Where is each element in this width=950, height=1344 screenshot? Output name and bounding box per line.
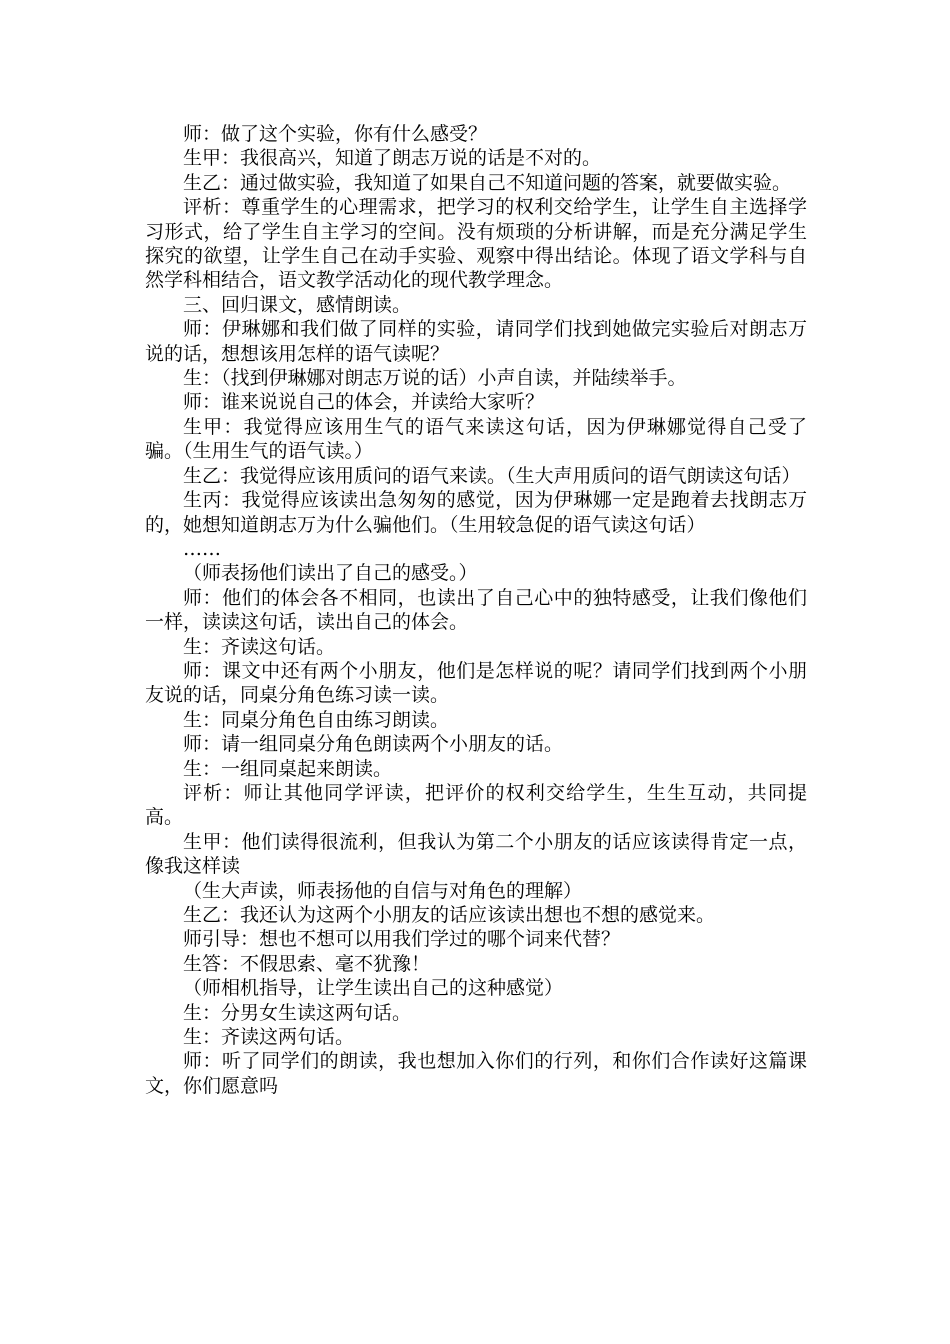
- section-heading: 三、回归课文，感情朗读。: [183, 293, 412, 316]
- paragraph: 生甲：他们读得很流利，但我认为第二个小朋友的话应该读得肯定一点，像我这样读: [145, 830, 807, 878]
- paragraph: （师表扬他们读出了自己的感受。）: [183, 562, 478, 585]
- paragraph: 生：齐读这句话。: [183, 635, 336, 658]
- paragraph: 评析：尊重学生的心理需求，把学习的权利交给学生，让学生自主选择学习形式，给了学生自主学习的空间。没有烦琐的分析讲解，而是充分满足学生探究的欲望，让学生自己在动手实验、观察中得出结论。体现了语文学科与自然学科相结合，语文教学活动化的现代教学理念。: [145, 196, 807, 292]
- paragraph: 生：一组同桌起来朗读。: [183, 757, 393, 780]
- paragraph: 生甲：我觉得应该用生气的语气来读这句话，因为伊琳娜觉得自己受了骗。（生用生气的语气读。）: [145, 415, 807, 463]
- paragraph: 生乙：我觉得应该用质问的语气来读。（生大声用质问的语气朗读这句话）: [183, 464, 801, 487]
- paragraph: 生：分男女生读这两句话。: [183, 1001, 412, 1024]
- paragraph: 生：（找到伊琳娜对朗志万说的话）小声自读，并陆续举手。: [183, 367, 687, 390]
- paragraph: 师：他们的体会各不相同，也读出了自己心中的独特感受，让我们像他们一样，读读这句话，读出自己的体会。: [145, 586, 807, 634]
- paragraph: 师引导：想也不想可以用我们学过的哪个词来代替？: [183, 928, 621, 951]
- paragraph: （生大声读，师表扬他的自信与对角色的理解）: [183, 879, 583, 902]
- paragraph: 师：做了这个实验，你有什么感受？: [183, 123, 488, 145]
- paragraph: 生乙：通过做实验，我知道了如果自己不知道问题的答案，就要做实验。: [183, 171, 792, 194]
- paragraph: 师：请一组同桌分角色朗读两个小朋友的话。: [183, 733, 564, 756]
- paragraph: 生答：不假思索、毫不犹豫！: [183, 952, 431, 975]
- paragraph: 生丙：我觉得应该读出急匆匆的感觉，因为伊琳娜一定是跑着去找朗志万的，她想知道朗志万为什么骗他们。（生用较急促的语气读这句话）: [145, 489, 807, 536]
- document-body: [145, 122, 807, 1098]
- paragraph: 师：伊琳娜和我们做了同样的实验，请同学们找到她做完实验后对朗志万说的话，想想该用怎样的语气读呢？: [145, 318, 807, 365]
- paragraph: 师：听了同学们的朗读，我也想加入你们的行列，和你们合作读好这篇课文，你们愿意吗: [145, 1050, 807, 1097]
- paragraph: （师相机指导，让学生读出自己的这种感觉）: [183, 977, 564, 1000]
- paragraph: 生乙：我还认为这两个小朋友的话应该读出想也不想的感觉来。: [183, 904, 716, 926]
- paragraph: 师：课文中还有两个小朋友，他们是怎样说的呢？请同学们找到两个小朋友说的话，同桌分角色练习读一读。: [145, 659, 807, 707]
- paragraph: 生甲：我很高兴，知道了朗志万说的话是不对的。: [183, 147, 602, 170]
- paragraph: 生：同桌分角色自由练习朗读。: [183, 708, 450, 731]
- paragraph: 生：齐读这两句话。: [183, 1026, 355, 1049]
- paragraph: 师：谁来说说自己的体会，并读给大家听？: [183, 391, 545, 414]
- ellipsis-line: ……: [183, 537, 221, 560]
- paragraph: 评析：师让其他同学评读，把评价的权利交给学生，生生互动，共同提高。: [145, 781, 807, 829]
